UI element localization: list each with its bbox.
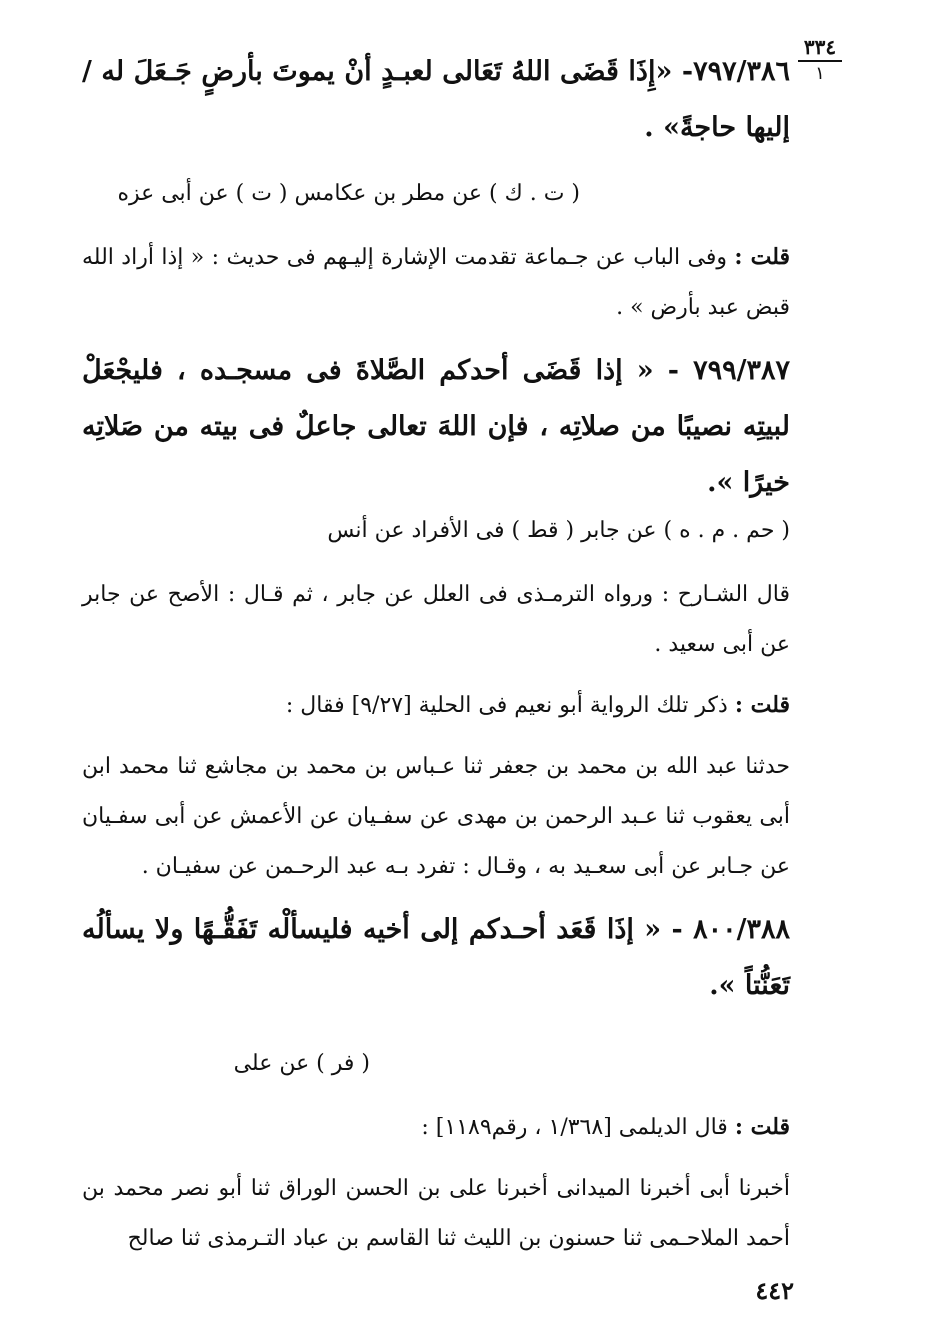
marker-top-number: ٣٣٤ xyxy=(803,35,837,59)
commentary-paragraph xyxy=(82,232,790,333)
commentary-paragraph xyxy=(82,1102,790,1153)
marker-rule xyxy=(798,60,842,62)
qult-label: قلت : xyxy=(734,692,790,718)
paragraph-text: ذكر تلك الرواية أبو نعيم فى الحلية [٩/٢٧] فقال : xyxy=(285,693,728,718)
page-body xyxy=(82,44,790,1264)
paragraph-text: قال الديلمى [١/٣٦٨ ، رقم١١٨٩] : xyxy=(421,1115,728,1140)
hadith-number: ٨٠٠/٣٨٨ - xyxy=(671,914,791,945)
source-citation: ( حم . م . ه ) عن جابر ( قط ) فى الأفراد عن أنس xyxy=(327,518,790,543)
paragraph-text: قال الشـارح : ورواه الترمـذى فى العلل عن جابر ، ثم قـال : الأصح عن جابر عن أبى سعيد . xyxy=(82,582,790,657)
marker-bottom-number: ١ xyxy=(815,63,825,84)
paragraph-text: حدثنا عبد الله بن محمد بن جعفر ثنا عـباس بن محمد بن مجاشع ثنا محمد ابن أبى يعقوب ثنا عـبد الرحمن بن مهدى عن سفـيان عن الأعمش عن أبى سفـيان عن جـابر عن أبى سعـيد به ، وقـال : تفرد بـه عبد الرحـمن عن سفيـان . xyxy=(82,754,790,879)
qult-label: قلت : xyxy=(734,244,790,270)
hadith-number: ٧٩٩/٣٨٧ - xyxy=(667,355,790,386)
margin-marker xyxy=(798,36,842,84)
hadith-entry xyxy=(82,902,790,1014)
hadith-text: « إذا قَضَى أحدكم الصَّلاةَ فى مسجـده ، فليجْعَلْ لبيتِه نصيبًا من صلاتِه ، فإن اللهَ تعالى جاعلٌ فى بيته من صَلاتِه خيرًا ». xyxy=(82,355,790,498)
qult-label: قلت : xyxy=(734,1114,790,1140)
commentary-paragraph xyxy=(82,569,790,670)
hadith-text: «إِذَا قَضَى اللهُ تَعَالى لعبـدٍ أنْ يموتَ بأرضٍ جَـعَلَ له / إليها حاجةً» . xyxy=(82,56,790,143)
page-number: ٤٤٢ xyxy=(755,1276,794,1305)
hadith-number: ٧٩٧/٣٨٦- xyxy=(681,56,790,87)
hadith-text: « إذَا قَعَد أحـدكم إلى أخيه فليسألْه تَفَقُّـهًا ولا يسألُه تَعَنُّتاً ». xyxy=(82,914,790,1001)
source-citation: ( فر ) عن على xyxy=(233,1051,370,1076)
paragraph-text: أخبرنا أبى أخبرنا الميدانى أخبرنا على بن الحسن الوراق ثنا أبو نصر محمد بن أحمد الملاحـمى ثنا حسنون بن الليث ثنا القاسم بن عباد التـرمذى ثنا صالح xyxy=(82,1176,790,1251)
isnad-paragraph xyxy=(82,1163,790,1264)
isnad-paragraph xyxy=(82,741,790,892)
source-citation: ( ت . ك ) عن مطر بن عكامس ( ت ) عن أبى عزه xyxy=(117,181,580,206)
hadith-entry xyxy=(82,343,790,511)
commentary-paragraph xyxy=(82,680,790,731)
paragraph-text: وفى الباب عن جـماعة تقدمت الإشارة إليـهم فى حديث : « إذا أراد الله قبض عبد بأرض » . xyxy=(82,245,790,320)
hadith-entry xyxy=(82,44,790,156)
